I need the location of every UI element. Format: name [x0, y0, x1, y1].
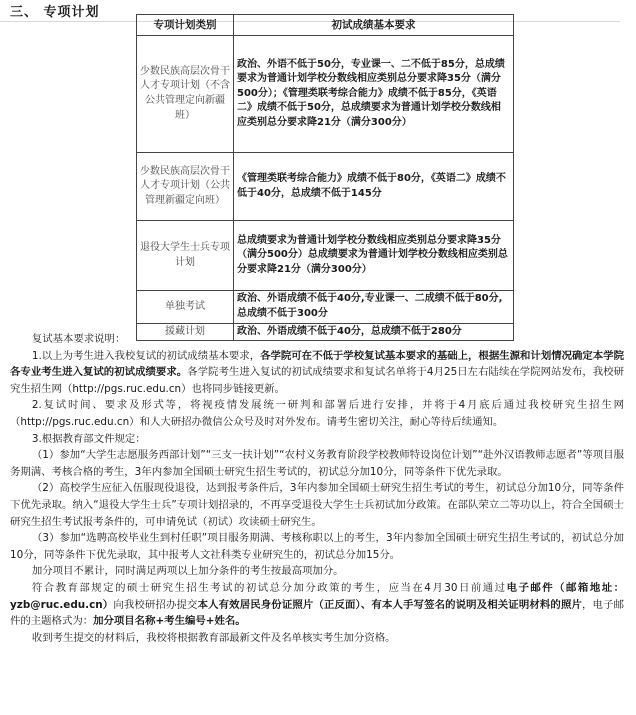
- note-4: 加分项目不累计，同时满足两项以上加分条件的考生按最高项加分。: [31, 565, 344, 578]
- note-3: 3.根据教育部文件规定：: [31, 432, 146, 445]
- cell-category: 退役大学生士兵专项计划: [137, 221, 234, 291]
- table-row: [137, 36, 514, 153]
- header-category: 专项计划类别: [137, 15, 234, 36]
- note-5: [10, 580, 624, 630]
- table-header-row: [137, 15, 514, 36]
- cell-category: 援藏计划: [137, 324, 234, 341]
- notes-section: [10, 331, 624, 646]
- note-5-text-cont: 向我校研招办提交: [113, 598, 198, 611]
- note-1-emphasis: 各学院可在不低于学校复试基本要求的基础上，根据生源和计划情况确定本学院各专业考生进入复试的初试成绩要求。: [10, 349, 624, 379]
- cell-category: 单独考试: [137, 291, 234, 324]
- note-5-materials: 本人有效居民身份证照片（正反面）、有本人手写签名的说明及相关证明材料的照片: [197, 598, 583, 611]
- note-1: [10, 348, 624, 398]
- cell-requirement: 政治、外语不低于50分，专业课一、二不低于85分，总成绩要求为普通计划学校分数线相应类别总分要求降35分（满分500分）；《管理类联考综合能力》成绩不低于85分，《英语二》成绩不低于50分，总成绩要求为普通计划学校分数线相应类别总分要求降21分（满分300分）: [234, 36, 514, 153]
- note-3-3: （3）参加“选聘高校毕业生到村任职”项目服务期满、考核称职以上的考生，3年内参加全国硕士研究生招生考试的，初试总分加10分，同等条件下优先录取，其中报考人文社科类专业研究生的，初试总分加15分。: [10, 532, 624, 561]
- section-title: 三、 专项计划: [10, 5, 100, 20]
- header-requirement: 初试成绩基本要求: [234, 15, 514, 36]
- note-1-text: 1.以上为考生进入我校复试的初试成绩基本要求，: [31, 349, 261, 362]
- note-5-subject-format: 加分项目名称+考生编号+姓名。: [93, 615, 246, 628]
- cell-requirement: 政治、外语成绩不低于40分,专业课一、二成绩不低于80分,总成绩不低于300分: [234, 291, 514, 324]
- cell-category: 少数民族高层次骨干人才专项计划（公共管理新疆定向班）: [137, 153, 234, 221]
- note-2: 2.复试时间、要求及形式等，将视疫情发展统一研判和部署后进行安排，并将于4月底后通过我校研究生招生网（http://pgs.ruc.edu.cn）和人大研招办微信公众号及时对外发布。请考生密切关注，耐心等待后续通知。: [10, 399, 624, 428]
- cell-requirement: 《管理类联考综合能力》成绩不低于80分，《英语二》成绩不低于40分，总成绩不低于145分: [234, 153, 514, 221]
- table-row: [137, 291, 514, 324]
- note-3-1: （1）参加“大学生志愿服务西部计划”“三支一扶计划”“农村义务教育阶段学校教师特设岗位计划”“赴外汉语教师志愿者”等项目服务期满、考核合格的考生，3年内参加全国硕士研究生招生考试的，初试总分加10分，同等条件下优先录取。: [10, 449, 624, 478]
- cell-requirement: 政治、外语成绩不低于40分，总成绩不低于280分: [234, 324, 514, 341]
- cell-category: 少数民族高层次骨干人才专项计划（不含公共管理定向新疆班）: [137, 36, 234, 153]
- note-6: 收到考生提交的材料后，我校将根据教育部最新文件及名单核实考生加分资格。: [31, 631, 396, 644]
- table-row: [137, 153, 514, 221]
- note-5-email: 电子邮件（邮箱地址：yzb@ruc.edu.cn）: [10, 581, 624, 611]
- note-3-2: （2）高校学生应征入伍服现役退役，达到报考条件后，3年内参加全国硕士研究生招生考试的考生，初试总分加10分，同等条件下优先录取。纳入“退役大学生士兵”专项计划招录的，不再享受退役大学生士兵初试加分政策。在部队荣立二等功以上，符合全国硕士研究生招生考试报考条件的，可申请免试（初试）攻读硕士研究生。: [10, 482, 624, 528]
- note-1-text-cont: 各学院考生进入复试的初试成绩要求和复试名单将于4月25日左右陆续在学院网站发布，我校研究生招生网（http://pgs.ruc.edu.cn）也将同步链接更新。: [10, 366, 624, 395]
- requirements-table: [136, 14, 514, 341]
- note-5-subject-label: ，电子邮件的主题格式为：: [10, 598, 625, 628]
- note-5-text: 符合教育部规定的硕士研究生招生考试的初试总分加分政策的考生，应当在4月30日前通过: [31, 581, 507, 594]
- table-row: [137, 221, 514, 291]
- cell-requirement: 总成绩要求为普通计划学校分数线相应类别总分要求降35分（满分500分）总成绩要求为普通计划学校分数线相应类别总分要求降21分（满分300分）: [234, 221, 514, 291]
- notes-heading: 复试基本要求说明：: [31, 333, 126, 345]
